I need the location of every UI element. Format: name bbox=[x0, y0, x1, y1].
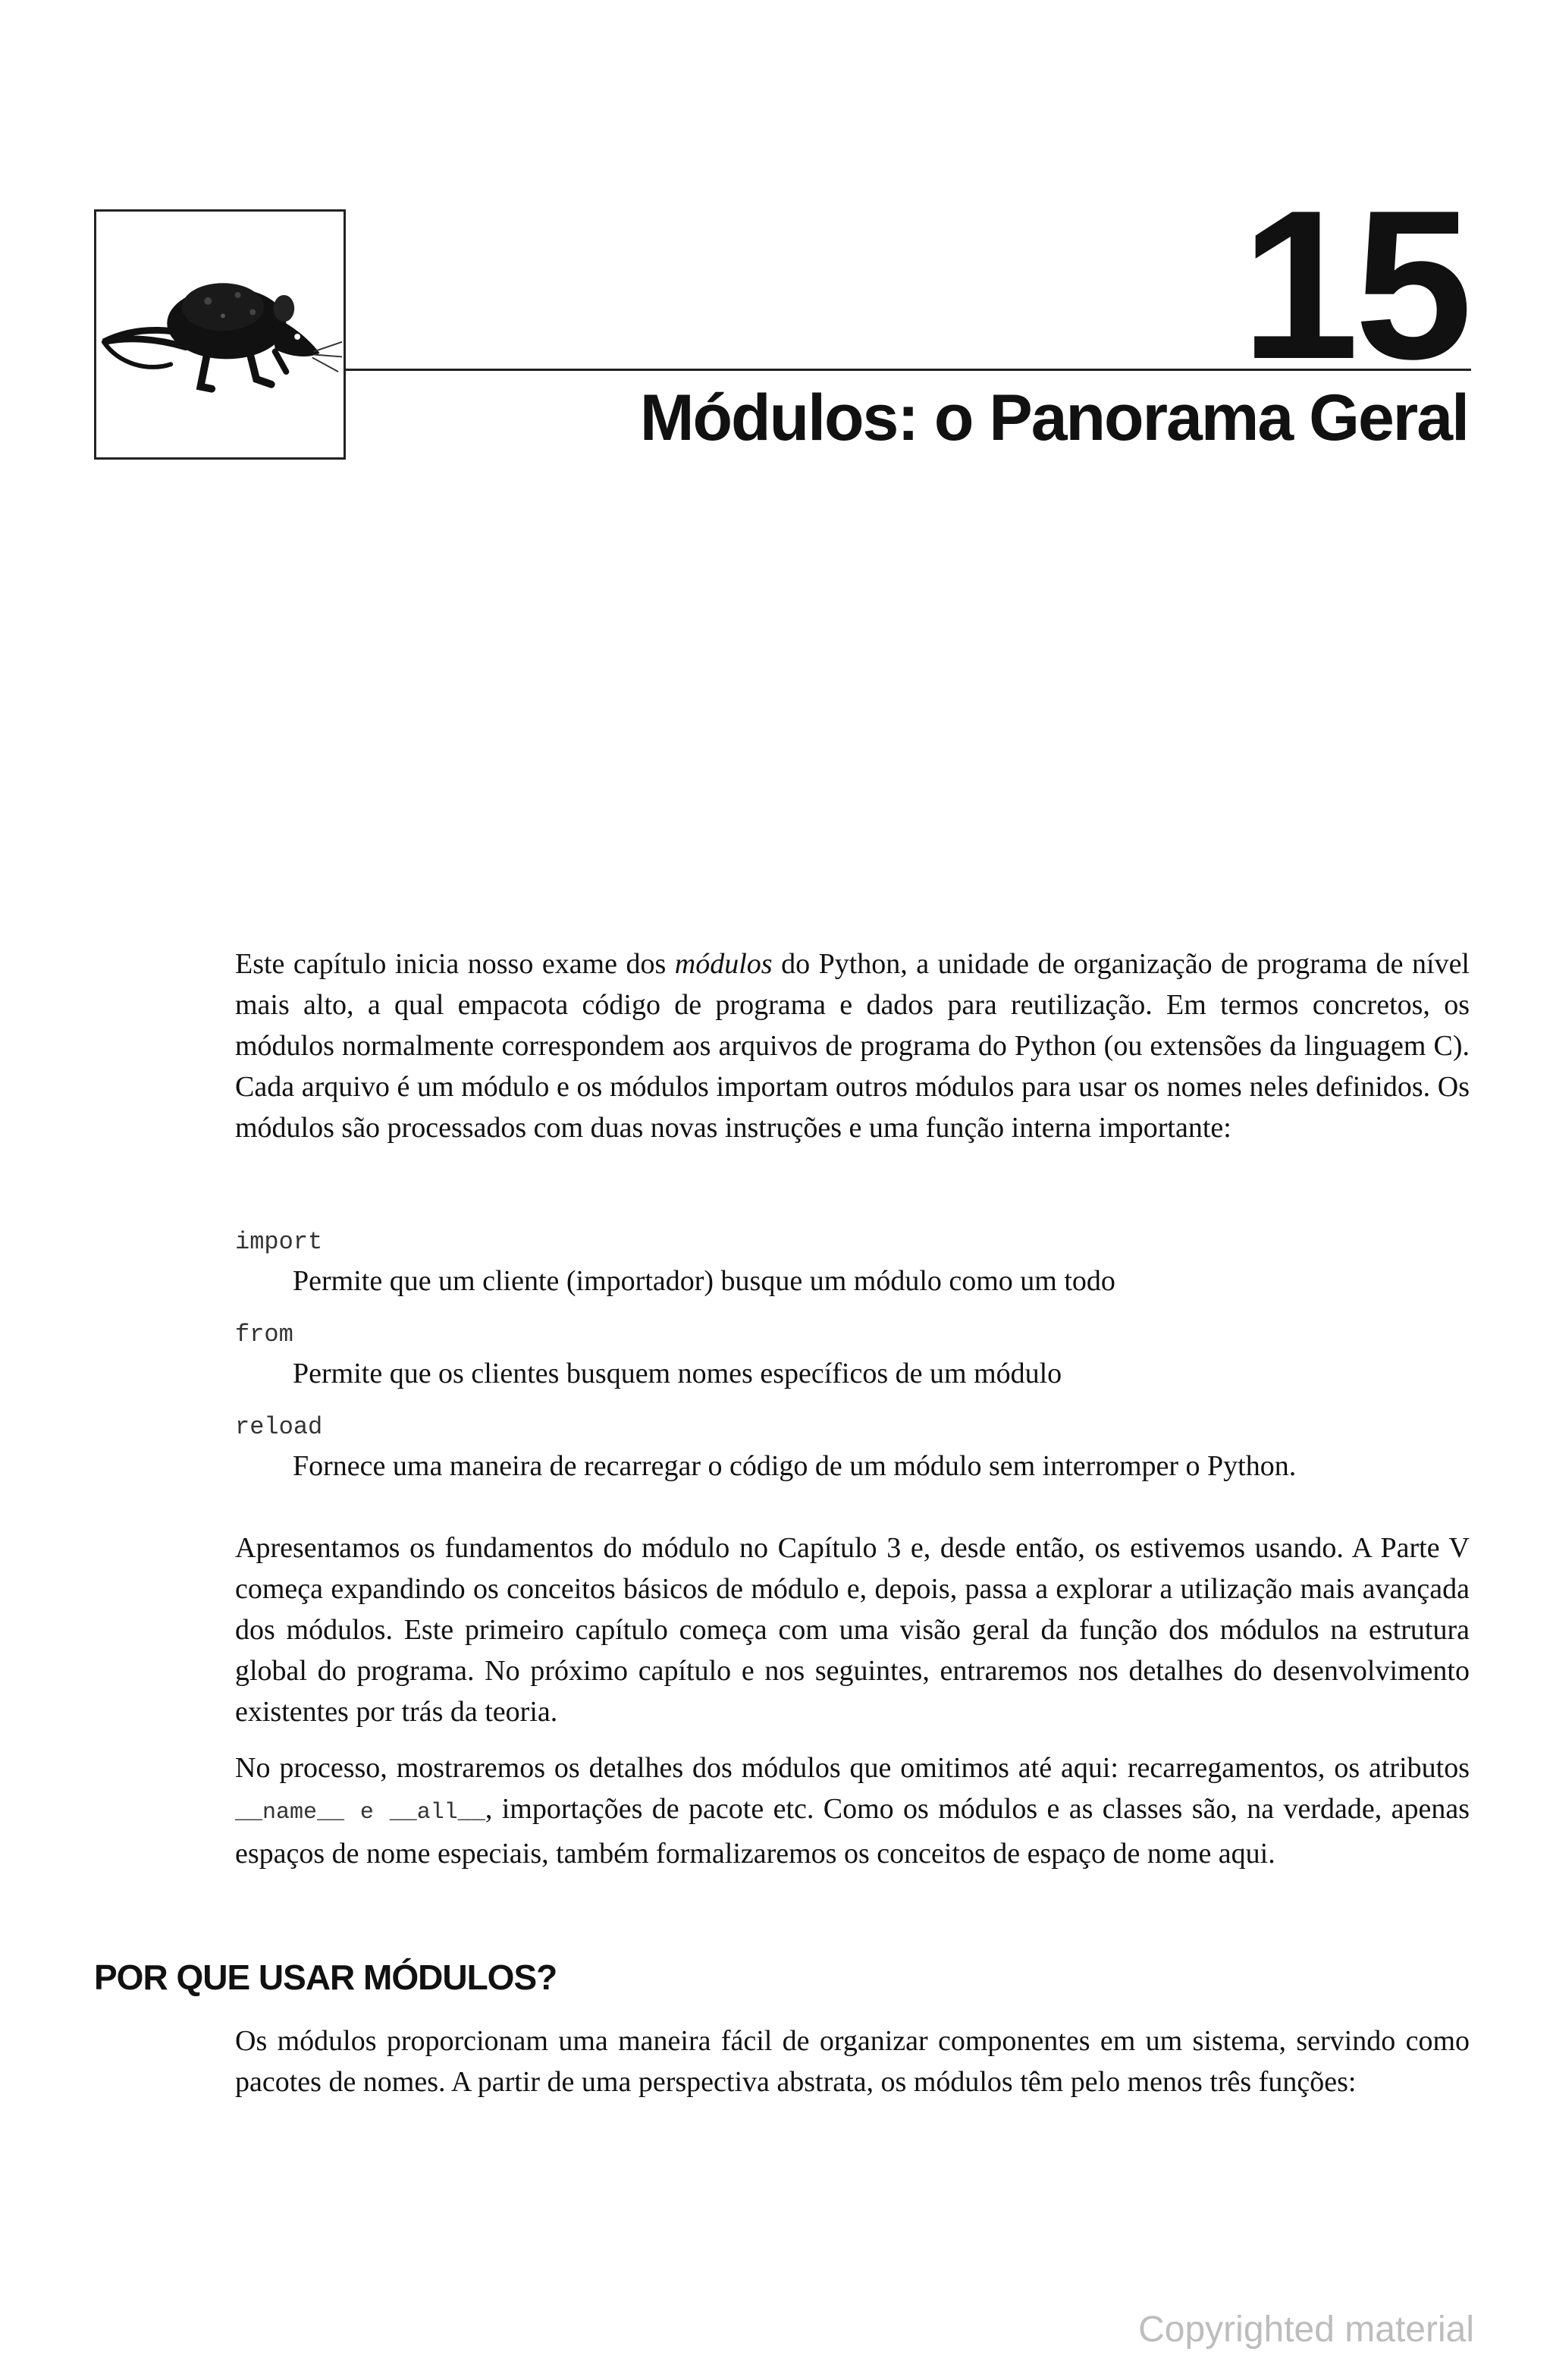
paragraph-2-text: Apresentamos os fundamentos do módulo no Capítulo 3 e, desde então, os estivemos usando. A Parte V começa expandindo os conceitos básicos de módulo e, depois, passa a explorar a utilização mais avançada dos módulos. Este primeiro capítulo começa com uma visão geral da função dos módulos na estrutura global do programa. No próximo capítulo e nos seguintes, entraremos nos detalhes do desenvolvimento existentes por trás da teoria. bbox=[235, 1532, 1470, 1728]
chapter-title: Módulos: o Panorama Geral bbox=[639, 381, 1468, 454]
intro-emphasis: módulos bbox=[674, 948, 773, 980]
definition-desc-import: Permite que um cliente (importador) busque um módulo como um todo bbox=[293, 1265, 1115, 1297]
section-heading: POR QUE USAR MÓDULOS? bbox=[94, 1958, 557, 1997]
chapter-number: 15 bbox=[1241, 167, 1468, 403]
paragraph-3-code: __name__ e __all__ bbox=[235, 1800, 485, 1826]
section-paragraph-text: Os módulos proporcionam uma maneira fácil de organizar componentes em um sistema, servindo como pacotes de nomes. A partir de uma perspectiva abstrata, os módulos têm pelo menos três funções: bbox=[235, 2025, 1470, 2098]
intro-text-end: do Python, a unidade de organização de programa de nível mais alto, a qual empacota código de programa e dados para reutilização. Em termos concretos, os módulos normalmente correspondem aos arquivos de programa do Python (ou extensões da linguagem C). Cada arquivo é um módulo e os módulos importam outros módulos para usar os nomes neles definidos. Os módulos são processados com duas novas instruções e uma função interna importante: bbox=[235, 948, 1470, 1144]
paragraph-2 bbox=[235, 1528, 1470, 1732]
definition-list bbox=[235, 1226, 1470, 1503]
rat-illustration-icon bbox=[96, 212, 344, 457]
definition-term-from: from bbox=[235, 1320, 293, 1349]
intro-paragraph bbox=[235, 944, 1470, 1148]
definition-desc-from: Permite que os clientes busquem nomes específicos de um módulo bbox=[293, 1358, 1062, 1389]
intro-text-start: Este capítulo inicia nosso exame dos bbox=[235, 948, 675, 980]
paragraph-3-text-start: No processo, mostraremos os detalhes dos módulos que omitimos até aqui: recarregamentos, os atributos bbox=[235, 1752, 1470, 1784]
chapter-logo bbox=[94, 209, 346, 460]
paragraph-3-text-end: , importações de pacote etc. Como os módulos e as classes são, na verdade, apenas espaços de nome especiais, também formalizaremos os conceitos de espaço de nome aqui. bbox=[235, 1793, 1470, 1870]
definition-term-reload: reload bbox=[235, 1413, 323, 1441]
copyright-watermark: Copyrighted material bbox=[1138, 2309, 1474, 2350]
definition-term-import: import bbox=[235, 1228, 323, 1256]
section-paragraph bbox=[235, 2020, 1470, 2102]
definition-desc-reload: Fornece uma maneira de recarregar o código de um módulo sem interromper o Python. bbox=[293, 1450, 1297, 1482]
paragraph-3 bbox=[235, 1747, 1470, 1874]
